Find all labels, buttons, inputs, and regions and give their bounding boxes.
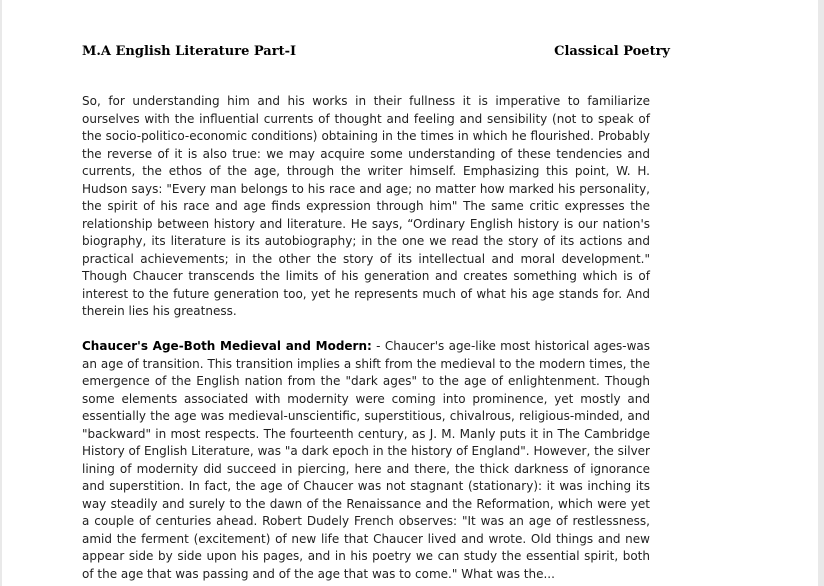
page-content: [82, 44, 670, 586]
page-header: [82, 44, 670, 59]
document-body-text: [82, 93, 650, 583]
header-course-title: M.A English Literature Part-I: [82, 44, 297, 59]
right-page-edge: [818, 0, 824, 586]
document-page: [2, 0, 818, 586]
section-heading-chaucers-age: Chaucer's Age-Both Medieval and Modern:: [82, 339, 372, 353]
header-subject-title: Classical Poetry: [554, 44, 670, 59]
paragraph-chaucers-age: [82, 338, 650, 583]
paragraph-chaucers-age-text: - Chaucer's age-like most historical ages-was an age of transition. This transition implies a shift from the medieval to the modern times, the emergence of the English nation from the "dark ages" to the age of enlightenment. Though some elements associated with modernity were coming into prominence, yet mostly and essentially the age was medieval-unscientific, superstitious, chivalrous, religious-minded, and "backward" in most respects. The fourteenth century, as J. M. Manly puts it in The Cambridge History of English Literature, was "a dark epoch in the history of England". However, the silver lining of modernity did succeed in piercing, here and there, the thick darkness of ignorance and superstition. In fact, the age of Chaucer was not stagnant (stationary): it was inching its way steadily and surely to the dawn of the Renaissance and the Reformation, which were yet a couple of centuries ahead. Robert Dudely French observes: "It was an age of restlessness, amid the ferment (excitement) of new life that Chaucer lived and wrote. Old things and new appear side by side upon his pages, and in his poetry we can study the essential spirit, both of the age that was passing and of the age that was to come." What was the...: [82, 339, 651, 581]
paragraph-intro: So, for understanding him and his works in their fullness it is imperative to familiarize ourselves with the influential currents of thought and feeling and sensibility (not to speak of the socio-politico-economic conditions) obtaining in the times in which he flourished. Probably the reverse of it is also true: we may acquire some understanding of these tendencies and currents, the ethos of the age, through the writer himself. Emphasizing this point, W. H. Hudson says: "Every man belongs to his race and age; no matter how marked his personality, the spirit of his race and age finds expression through him" The same critic expresses the relationship between history and literature. He says, “Ordinary English history is our nation's biography, its literature is its autobiography; in the one we read the story of its actions and practical achievements; in the other the story of its intellectual and moral development." Though Chaucer transcends the limits of his generation and creates something which is of interest to the future generation too, yet he represents much of what his age stands for. And therein lies his greatness.: [82, 94, 650, 318]
